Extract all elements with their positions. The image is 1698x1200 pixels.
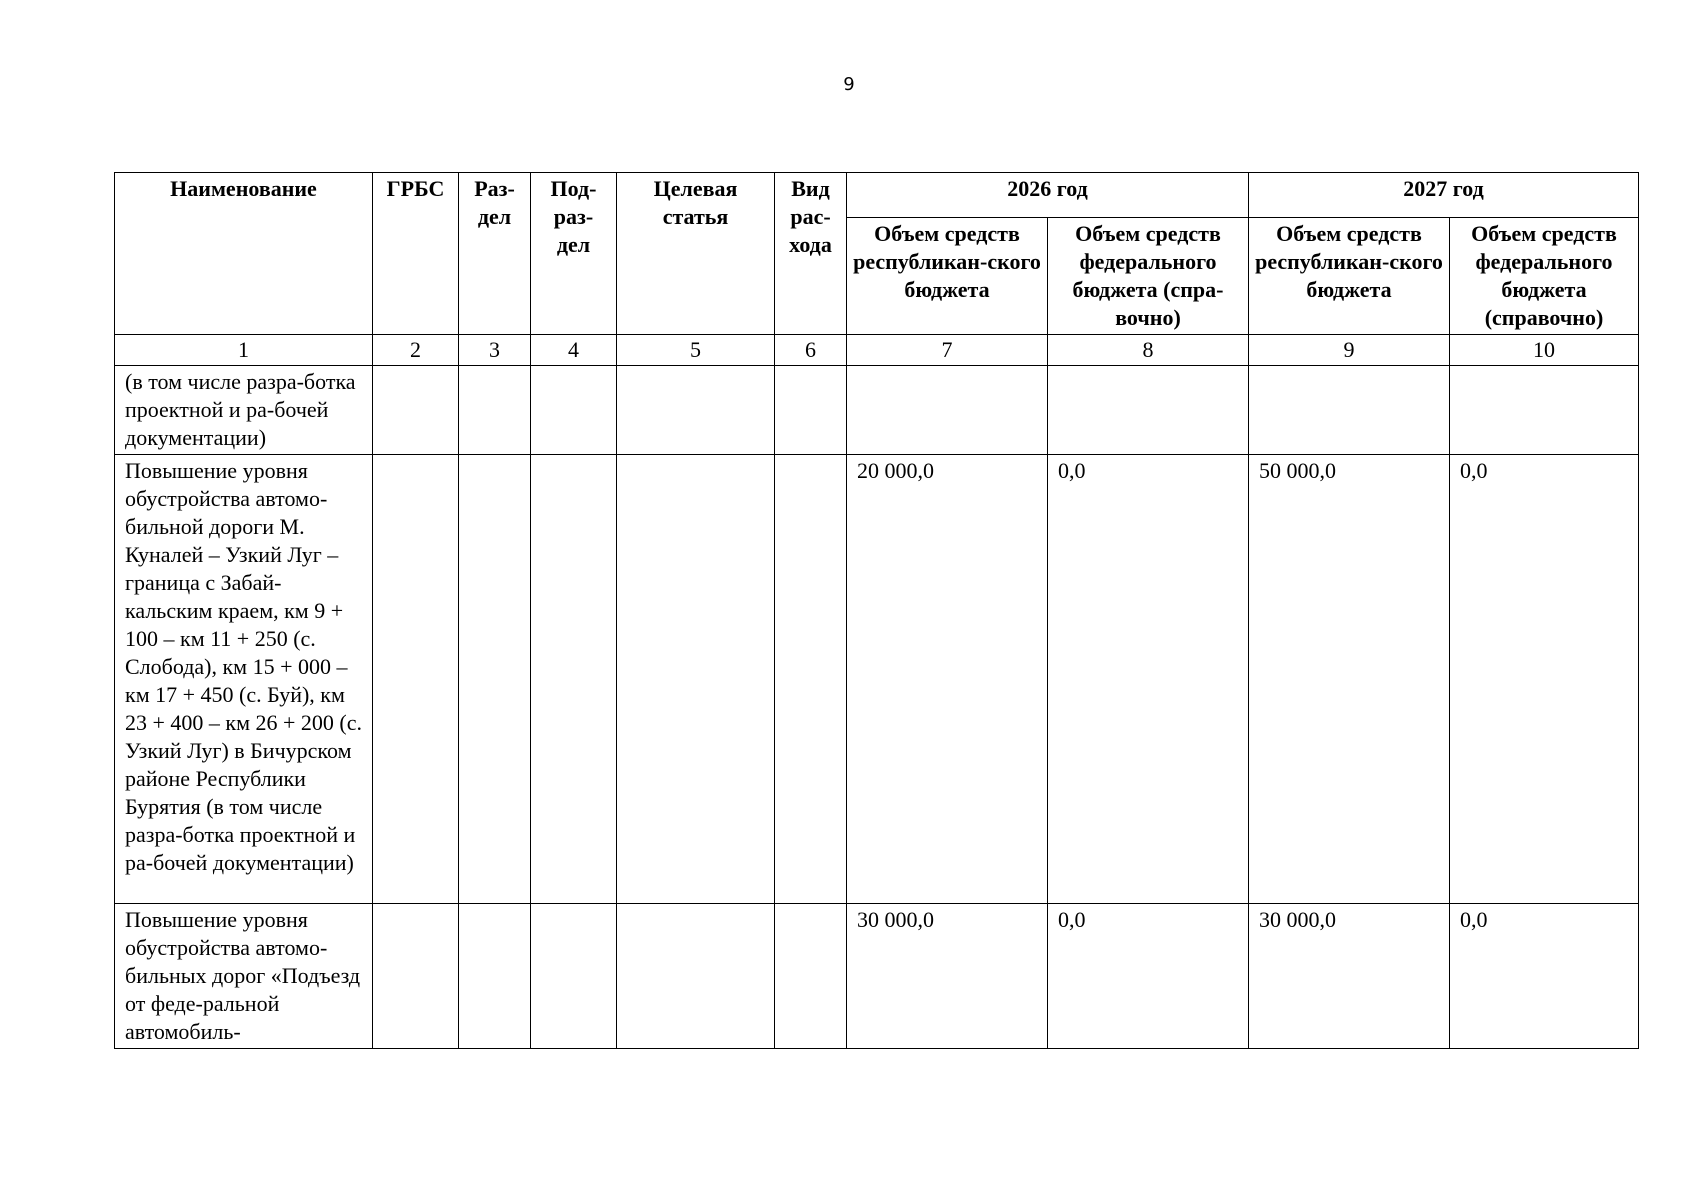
column-numbers-row (115, 335, 1639, 366)
header-name: Наименование (115, 173, 373, 335)
page-number: 9 (843, 74, 855, 95)
cell-celevaya (617, 904, 775, 1049)
cell-razdel (459, 904, 531, 1049)
table-row (115, 366, 1639, 455)
column-number: 7 (847, 335, 1048, 366)
header-fed-2027: Объем средств федерального бюджета (справочно) (1450, 218, 1639, 335)
header-year-2026: 2026 год (847, 173, 1249, 218)
header-grbs: ГРБС (373, 173, 459, 335)
cell-rep-2027 (1249, 366, 1450, 455)
cell-fed-2027 (1450, 366, 1639, 455)
header-rep-2027: Объем средств республикан-ского бюджета (1249, 218, 1450, 335)
header-year-2027: 2027 год (1249, 173, 1639, 218)
cell-razdel (459, 455, 531, 904)
cell-vid (775, 904, 847, 1049)
cell-rep-2026 (847, 366, 1048, 455)
cell-grbs (373, 455, 459, 904)
budget-table (114, 172, 1639, 1049)
cell-rep-2027: 30 000,0 (1249, 904, 1450, 1049)
header-rep-2026: Объем средств республикан-ского бюджета (847, 218, 1048, 335)
cell-grbs (373, 904, 459, 1049)
column-number: 1 (115, 335, 373, 366)
column-number: 4 (531, 335, 617, 366)
cell-celevaya (617, 366, 775, 455)
cell-rep-2027: 50 000,0 (1249, 455, 1450, 904)
header-vid-raskhoda: Вид рас- хода (775, 173, 847, 335)
column-number: 6 (775, 335, 847, 366)
header-row-1 (115, 173, 1639, 218)
cell-podrazdel (531, 455, 617, 904)
cell-grbs (373, 366, 459, 455)
header-celevaya-statya: Целевая статья (617, 173, 775, 335)
cell-podrazdel (531, 366, 617, 455)
cell-fed-2026 (1048, 366, 1249, 455)
column-number: 9 (1249, 335, 1450, 366)
column-number: 8 (1048, 335, 1249, 366)
cell-rep-2026: 30 000,0 (847, 904, 1048, 1049)
column-number: 2 (373, 335, 459, 366)
cell-vid (775, 366, 847, 455)
table-row (115, 455, 1639, 904)
row-name: Повышение уровня обустройства автомо-бильных дорог «Подъезд от феде-ральной автомобиль- (115, 904, 373, 1049)
column-number: 5 (617, 335, 775, 366)
header-podrazdel: Под- раз- дел (531, 173, 617, 335)
column-number: 3 (459, 335, 531, 366)
row-name: (в том числе разра-ботка проектной и ра-бочей документации) (115, 366, 373, 455)
row-name: Повышение уровня обустройства автомо-бильной дороги М. Куналей – Узкий Луг – граница с Забай-кальским краем, км 9 + 100 – км 11 + 250 (с. Слобода), км 15 + 000 – км 17 + 450 (с. Буй), км 23 + 400 – км 26 + 200 (с. Узкий Луг) в Бичурском районе Республики Бурятия (в том числе разра-ботка проектной и ра-бочей документации) (115, 455, 373, 904)
column-number: 10 (1450, 335, 1639, 366)
cell-fed-2026: 0,0 (1048, 904, 1249, 1049)
cell-razdel (459, 366, 531, 455)
table-row (115, 904, 1639, 1049)
cell-fed-2027: 0,0 (1450, 904, 1639, 1049)
cell-podrazdel (531, 904, 617, 1049)
cell-fed-2026: 0,0 (1048, 455, 1249, 904)
header-razdel: Раз- дел (459, 173, 531, 335)
cell-celevaya (617, 455, 775, 904)
cell-rep-2026: 20 000,0 (847, 455, 1048, 904)
cell-vid (775, 455, 847, 904)
header-fed-2026: Объем средств федерального бюджета (спра-вочно) (1048, 218, 1249, 335)
cell-fed-2027: 0,0 (1450, 455, 1639, 904)
